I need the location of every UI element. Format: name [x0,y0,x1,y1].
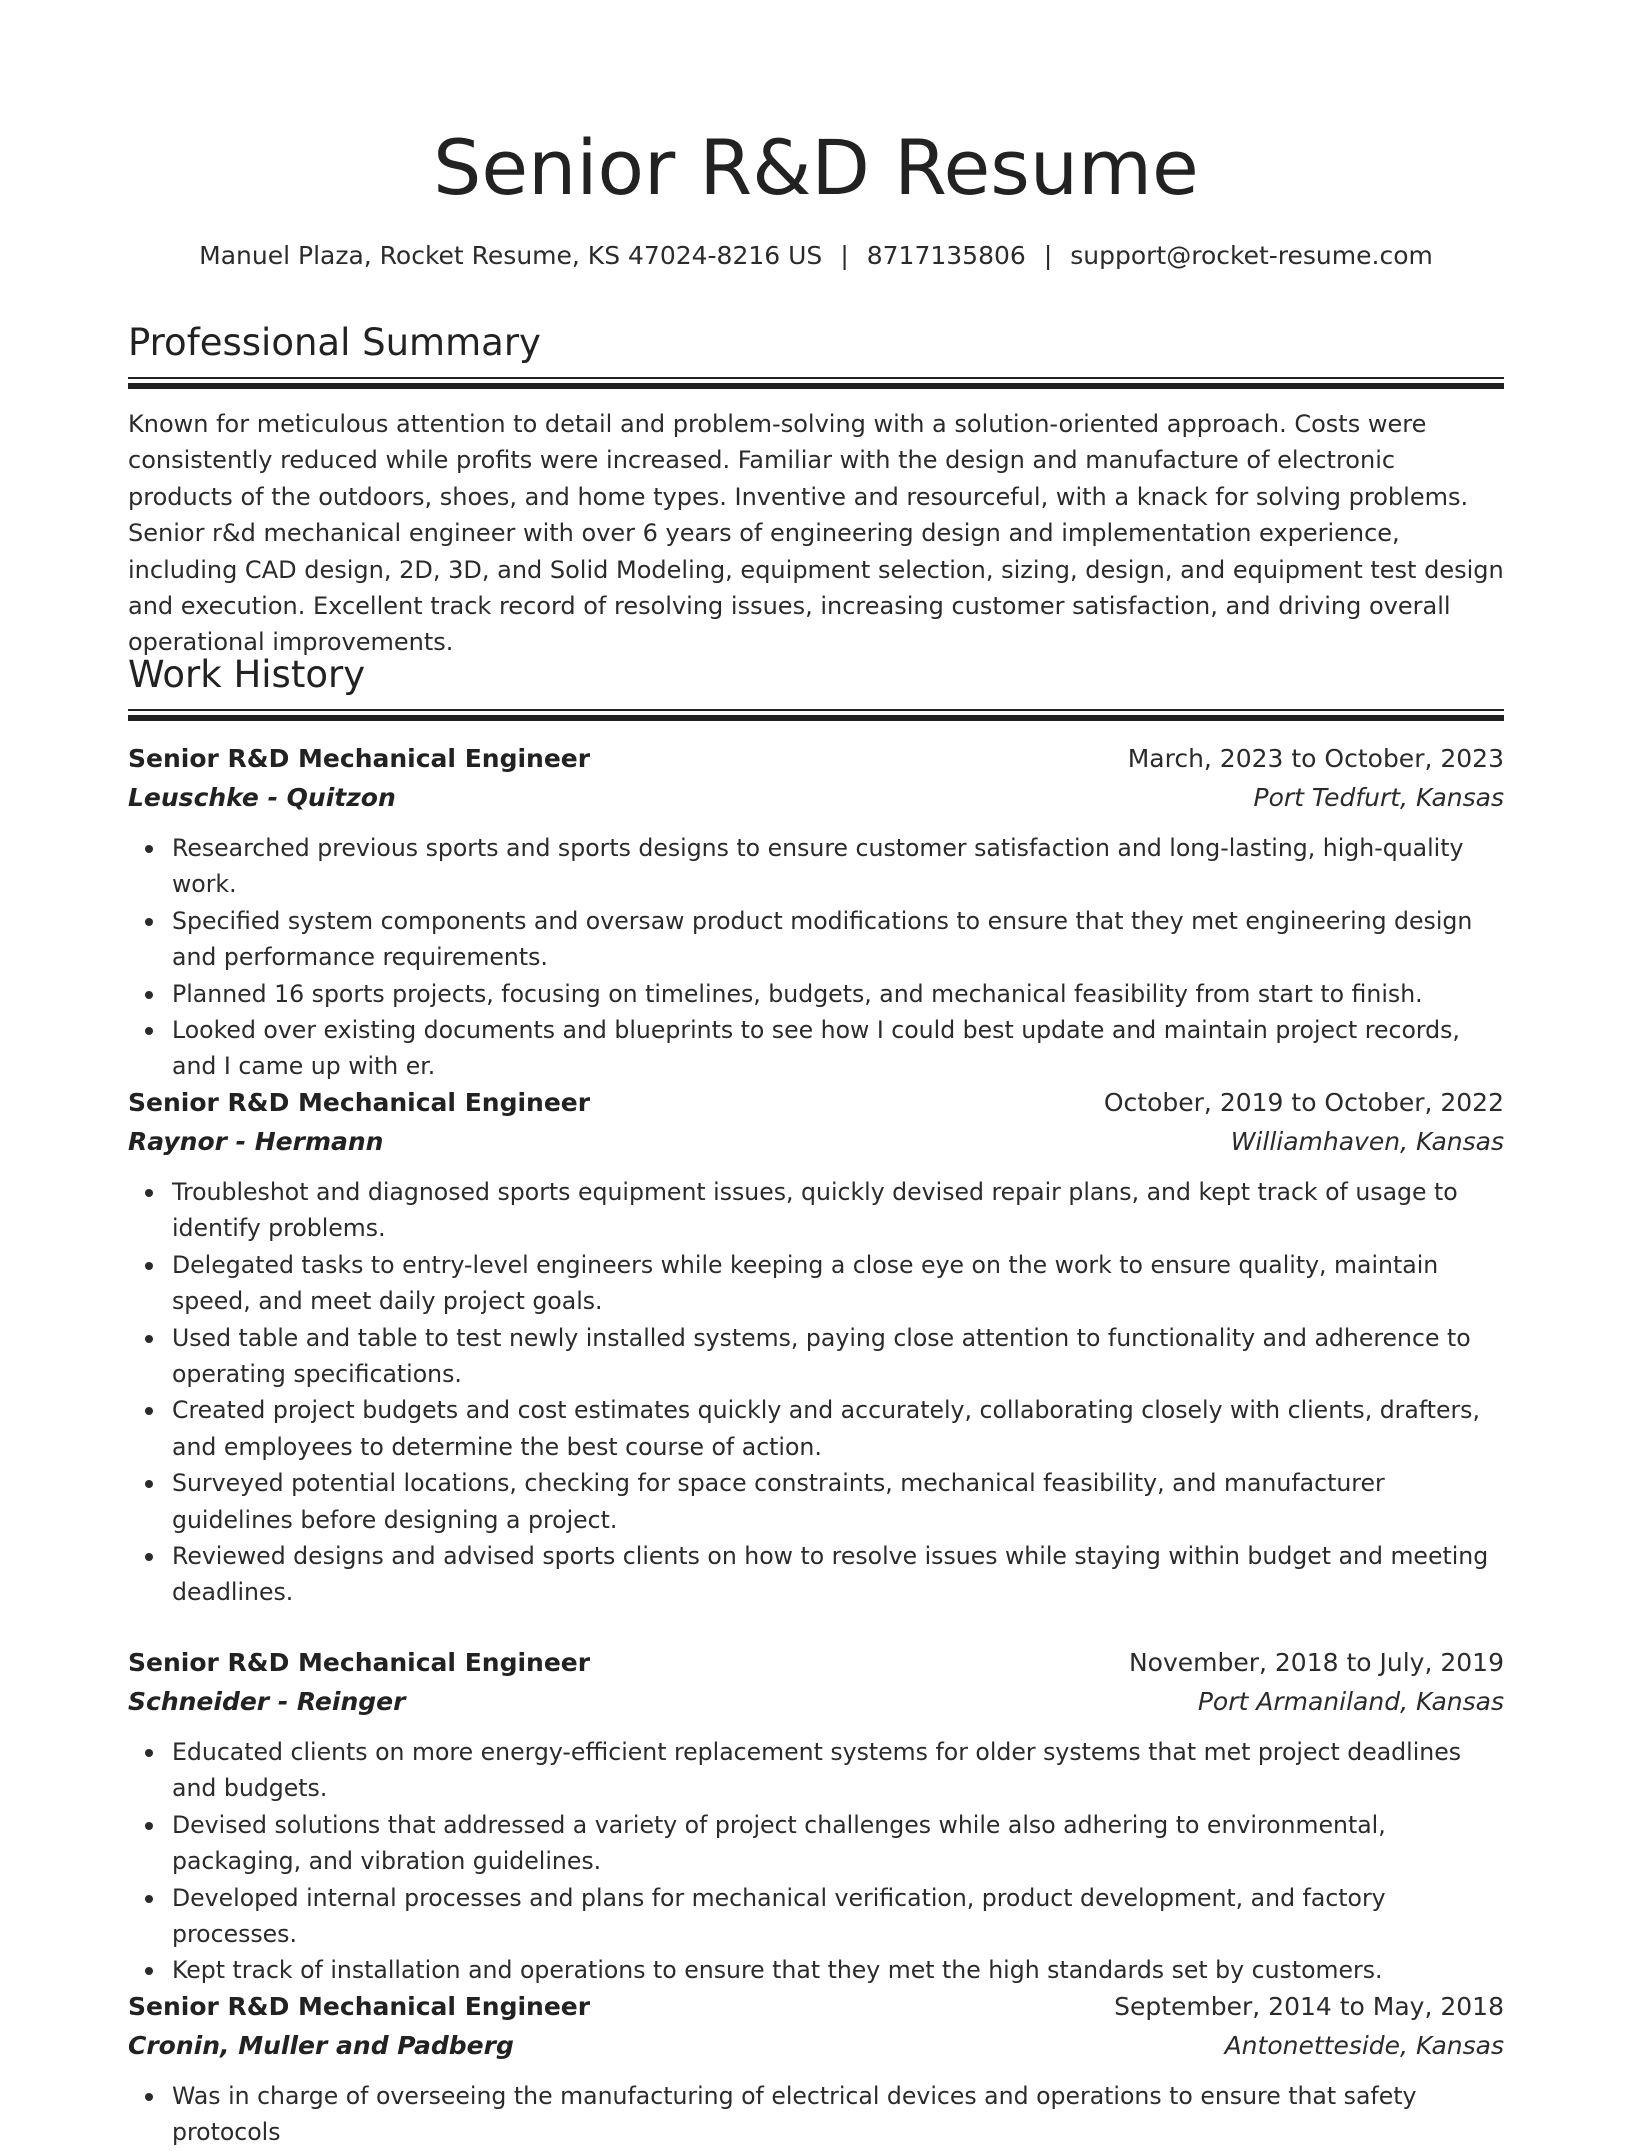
job-bullet: Looked over existing documents and blueprints to see how I could best update and maintain project records, and I came up with er. [128,1012,1504,1085]
job-dates: September, 2014 to May, 2018 [1114,1992,1504,2021]
section-divider [128,377,1504,387]
job-title: Senior R&D Mechanical Engineer [128,1648,591,1677]
contact-separator: | [840,241,849,270]
work-section-header [128,650,1504,700]
job-company-row [128,1682,1504,1721]
job-bullet: Devised solutions that addressed a variety of project challenges while also adhering to environmental, packaging, and vibration guidelines. [128,1807,1504,1880]
job-bullet: Kept track of installation and operations to ensure that they met the high standards set by customers. [128,1952,1504,1988]
job-entry [128,1083,1504,1611]
job-bullet: Specified system components and oversaw product modifications to ensure that they met engineering design and performance requirements. [128,903,1504,976]
job-dates: March, 2023 to October, 2023 [1127,744,1504,773]
job-bullet: Planned 16 sports projects, focusing on timelines, budgets, and mechanical feasibility from start to finish. [128,976,1504,1012]
job-company: Cronin, Muller and Padberg [128,2031,514,2060]
job-dates: November, 2018 to July, 2019 [1128,1648,1504,1677]
job-company-row [128,1122,1504,1161]
contact-line [128,238,1504,274]
job-bullet-list [128,1174,1504,1611]
divider-thick-line [128,383,1504,389]
job-title-row [128,1083,1504,1122]
job-location: Antonetteside, Kansas [1224,2031,1504,2060]
job-location: Port Armaniland, Kansas [1197,1687,1504,1716]
job-company: Leuschke - Quitzon [128,783,396,812]
section-divider [128,709,1504,719]
job-company: Schneider - Reinger [128,1687,406,1716]
summary-section-header [128,318,1504,368]
job-company-row [128,778,1504,817]
job-entry [128,1987,1504,2151]
job-company-row [128,2026,1504,2065]
job-entry [128,739,1504,1085]
divider-thin-line [128,377,1504,379]
job-dates: October, 2019 to October, 2022 [1103,1088,1504,1117]
job-location: Williamhaven, Kansas [1230,1127,1504,1156]
job-bullet: Created project budgets and cost estimates quickly and accurately, collaborating closely with clients, drafters, and employees to determine the best course of action. [128,1392,1504,1465]
job-bullet: Surveyed potential locations, checking for space constraints, mechanical feasibility, and manufacturer guidelines before designing a project. [128,1465,1504,1538]
job-bullet: Troubleshot and diagnosed sports equipment issues, quickly devised repair plans, and kept track of usage to identify problems. [128,1174,1504,1247]
job-bullet-list [128,1734,1504,1989]
job-bullet: Developed internal processes and plans for mechanical verification, product development, and factory processes. [128,1880,1504,1953]
job-company: Raynor - Hermann [128,1127,384,1156]
work-heading: Work History [128,653,366,696]
job-bullet: Delegated tasks to entry-level engineers while keeping a close eye on the work to ensure quality, maintain speed, and meet daily project goals. [128,1247,1504,1320]
job-title: Senior R&D Mechanical Engineer [128,1088,591,1117]
job-bullet: Researched previous sports and sports designs to ensure customer satisfaction and long-lasting, high-quality work. [128,830,1504,903]
contact-separator: | [1043,241,1053,270]
job-title-row [128,1643,1504,1682]
job-title-row [128,1987,1504,2026]
job-title: Senior R&D Mechanical Engineer [128,1992,591,2021]
job-bullet-list [128,830,1504,1085]
divider-thin-line [128,709,1504,711]
contact-phone[interactable]: 8717135806 [866,241,1026,270]
job-bullet-list [128,2078,1504,2151]
divider-thick-line [128,715,1504,721]
job-bullet: Used table and table to test newly installed systems, paying close attention to functionality and adherence to operating specifications. [128,1320,1504,1393]
job-bullet: Was in charge of overseeing the manufacturing of electrical devices and operations to ensure that safety protocols [128,2078,1504,2151]
contact-address: Manuel Plaza, Rocket Resume, KS 47024-8216 US [199,241,823,270]
contact-email[interactable]: support@rocket-resume.com [1070,241,1433,270]
summary-heading: Professional Summary [128,321,541,364]
summary-text: Known for meticulous attention to detail and problem-solving with a solution-oriented approach. Costs were consistently reduced while profits were increased. Familiar with the design and manufacture of electronic products of the outdoors, shoes, and home types. Inventive and resourceful, with a knack for solving problems. Senior r&d mechanical engineer with over 6 years of engineering design and implementation experience, including CAD design, 2D, 3D, and Solid Modeling, equipment selection, sizing, design, and equipment test design and execution. Excellent track record of resolving issues, increasing customer satisfaction, and driving overall operational improvements. [128,410,1504,657]
resume-title: Senior R&D Resume [433,123,1199,212]
job-bullet: Educated clients on more energy-efficient replacement systems for older systems that met project deadlines and budgets. [128,1734,1504,1807]
job-bullet: Reviewed designs and advised sports clients on how to resolve issues while staying within budget and meeting deadlines. [128,1538,1504,1611]
job-entry [128,1643,1504,1989]
job-location: Port Tedfurt, Kansas [1253,783,1504,812]
job-title-row [128,739,1504,778]
job-title: Senior R&D Mechanical Engineer [128,744,591,773]
